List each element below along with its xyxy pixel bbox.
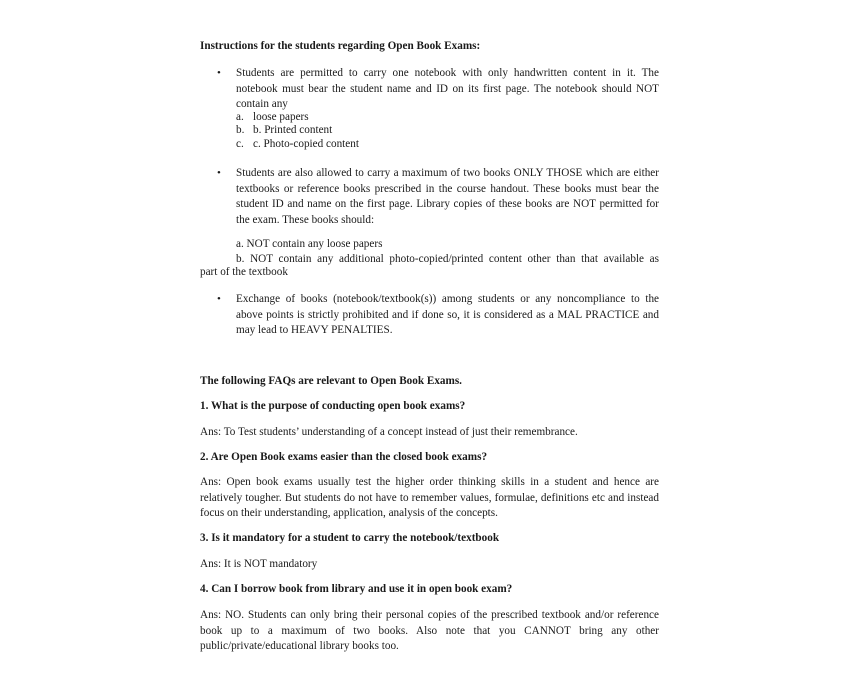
bullet-1-text: Students are permitted to carry one notebook with only handwritten content in it. The notebook must bear the student name and ID on its first page. The notebook should NOT contain any (236, 67, 659, 110)
list-item: b. b. Printed content (236, 124, 333, 136)
bullet-2-text: Students are also allowed to carry a maximum of two books ONLY THOSE which are either textbooks or reference books prescribed in the course handout. These books must bear the student ID and name on the first page. Library copies of these books are NOT permitted for the exam. These books should: (236, 167, 659, 226)
bullet-1-marker: • (217, 67, 221, 79)
bullet-2-item-b-continued: part of the textbook (200, 266, 288, 278)
bullet-1 (236, 66, 659, 151)
faq-answer-3: Ans: It is NOT mandatory (200, 558, 318, 570)
bullet-2-item-a: a. NOT contain any loose papers (236, 238, 383, 250)
faq-answer-4: Ans: NO. Students can only bring their personal copies of the prescribed textbook and/or reference book up to a maximum of two books. Also note that you CANNOT bring any other public/private/educational library books too. (200, 609, 659, 652)
instructions-heading: Instructions for the students regarding Open Book Exams: (200, 40, 481, 52)
bullet-2-item-b: b. NOT contain any additional photo-copied/printed content other than that available as (236, 253, 659, 265)
faqs-heading: The following FAQs are relevant to Open Book Exams. (200, 375, 462, 387)
bullet-1-sublist (236, 111, 659, 152)
faq-answer-1: Ans: To Test students’ understanding of a concept instead of just their remembrance. (200, 426, 578, 438)
faq-question-3: 3. Is it mandatory for a student to carry the notebook/textbook (200, 532, 500, 544)
faq-answer-2: Ans: Open book exams usually test the higher order thinking skills in a student and hence are relatively tougher. But students do not have to remember values, formulae, definitions etc and instead focus on their understanding, application, analysis of the concepts. (200, 476, 659, 519)
list-item: c. c. Photo-copied content (236, 137, 359, 150)
faq-question-1: 1. What is the purpose of conducting open book exams? (200, 400, 466, 412)
bullet-3-marker: • (217, 293, 221, 305)
bullet-3-text: Exchange of books (notebook/textbook(s)) among students or any noncompliance to the above points is strictly prohibited and if done so, it is considered as a MAL PRACTICE and may lead to HEAVY PENALTIES. (236, 293, 659, 336)
bullet-2-marker: • (217, 167, 221, 179)
faq-question-4: 4. Can I borrow book from library and use it in open book exam? (200, 583, 513, 595)
faq-question-2: 2. Are Open Book exams easier than the closed book exams? (200, 451, 488, 463)
list-item: a. loose papers (236, 110, 309, 123)
